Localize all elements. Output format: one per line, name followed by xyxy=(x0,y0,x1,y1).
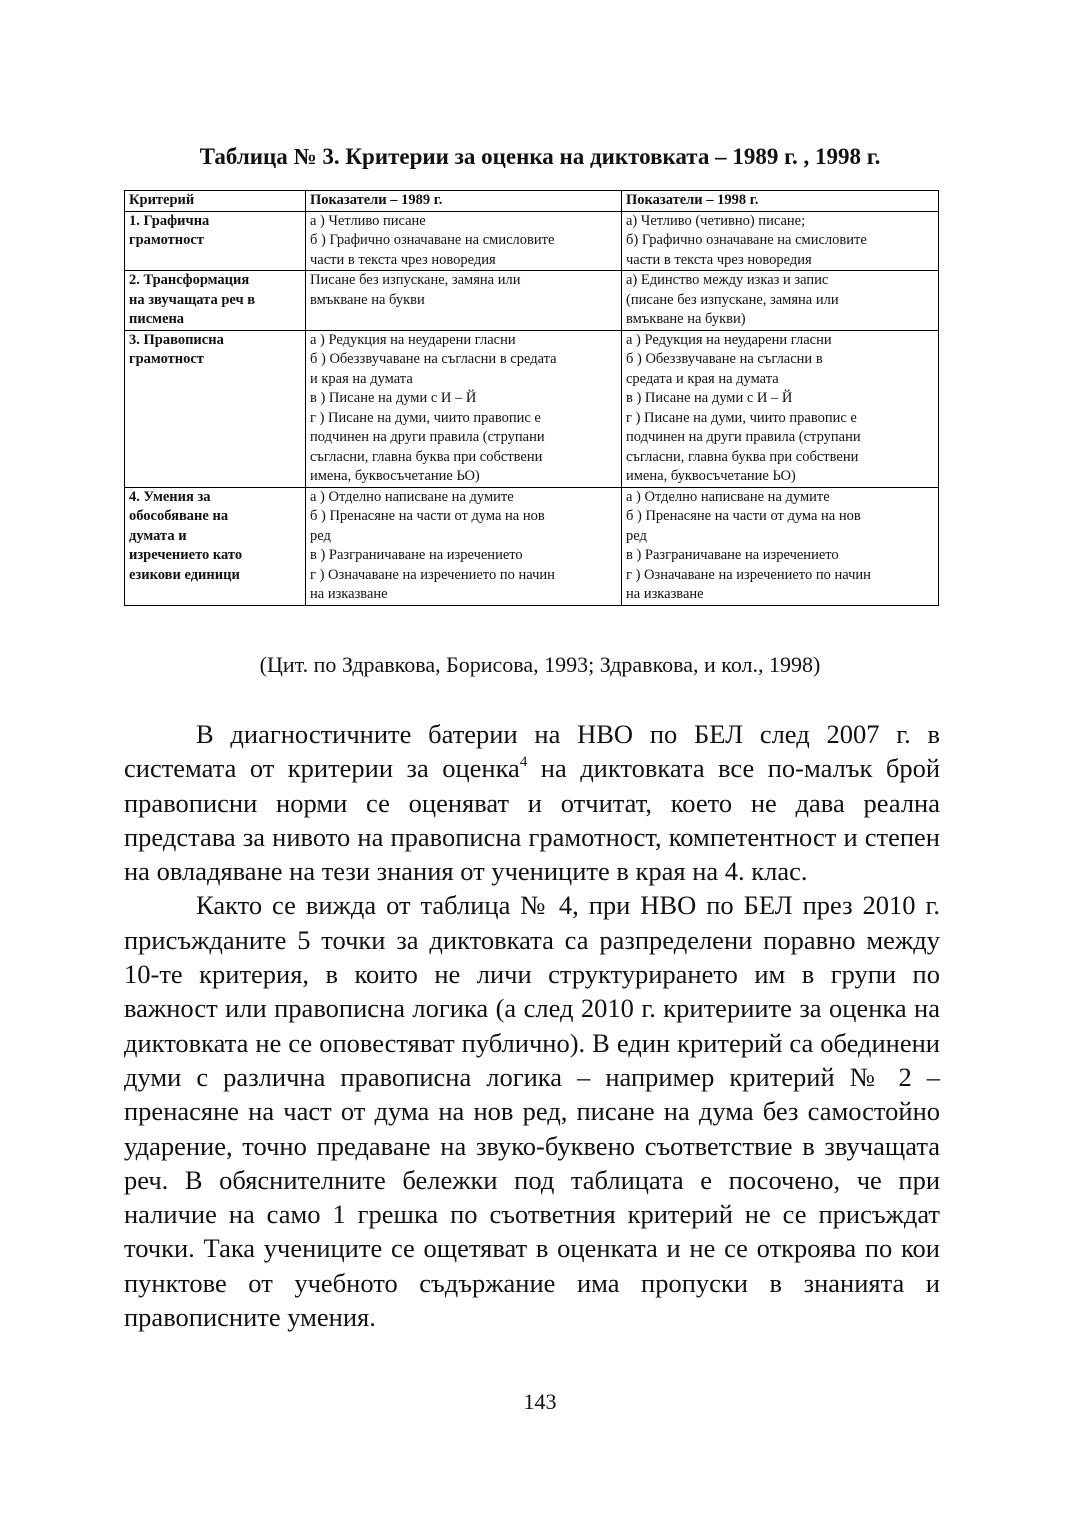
cell-line: подчинен на други правила (струпани xyxy=(626,429,861,445)
table-row xyxy=(125,211,939,271)
indicators-1998-cell xyxy=(622,487,939,605)
cell-line: в ) Писане на думи с И – Й xyxy=(310,390,477,406)
cell-line: б ) Графично означаване на смисловите xyxy=(310,232,555,248)
cell-line: Писане без изпускане, замяна или xyxy=(310,272,521,288)
cell-line: 4. Умения за xyxy=(129,488,211,505)
paragraph-text: Както се вижда от таблица № 4, при НВО по БЕЛ през 2010 г. присъжданите 5 точки за диктовката са разпределени поравно между 10-те критерия, в които не личи структурирането им в групи по важност или правописна логика (а след 2010 г. критериите за оценка на диктовката не се оповестяват публично). В един критерий са обединени думи с различна правописна логика – например критерий № 2 – пренасяне на част от дума на нов ред, писане на дума без самостойно ударение, точно предаване на звуко-буквено съответствие в звучащата реч. В обяснителните бележки под таблицата е посочено, че при наличие на само 1 грешка по съответния критерий не се присъждат точки. Така учениците се ощетяват в оценката и не се откроява по кои пунктове от учебното съдържание има пропуски в знанията и правописните умения. xyxy=(124,890,940,1333)
cell-line: г ) Писане на думи, чиито правопис е xyxy=(310,409,541,426)
cell-line: в ) Писане на думи с И – Й xyxy=(626,390,793,406)
cell-line: езикови единици xyxy=(129,566,240,583)
cell-line: г ) Означаване на изречението по начин xyxy=(626,566,871,583)
cell-line: имена, буквосъчетание ЬО) xyxy=(310,468,480,484)
criterion-cell xyxy=(125,271,306,331)
cell-line: подчинен на други правила (струпани xyxy=(310,429,545,445)
cell-line: съгласни, главна буква при собствени xyxy=(626,448,859,465)
paragraph-text: на диктовката все по-малък брой правописни норми се оценяват и отчитат, което не дава реална представа за нивото на правописна грамотност, компетентност и степен на овладяване на тези знания от учениците в края на 4. клас. xyxy=(124,753,940,887)
paragraph xyxy=(124,888,940,1334)
cell-line: б) Графично означаване на смисловите xyxy=(626,232,867,248)
body-text xyxy=(124,717,940,1334)
criterion-cell xyxy=(125,487,306,605)
table-row xyxy=(125,487,939,605)
table-source-caption: (Цит. по Здравкова, Борисова, 1993; Здравкова, и кол., 1998) xyxy=(259,652,821,677)
table-row xyxy=(125,271,939,331)
cell-line: г ) Означаване на изречението по начин xyxy=(310,566,555,583)
table-row xyxy=(125,330,939,487)
cell-line: а ) Редукция на неударени гласни xyxy=(626,331,832,348)
cell-line: изречението като xyxy=(129,547,243,563)
paragraph xyxy=(124,717,940,888)
cell-line: б ) Пренасяне на части от дума на нов xyxy=(626,508,861,524)
cell-line: грамотност xyxy=(129,351,204,367)
criterion-cell xyxy=(125,330,306,487)
paragraph-text: В диагностичните батерии на НВО по БЕЛ след 2007 г. в системата от критерии за оценка xyxy=(124,719,940,784)
indicators-1989-cell xyxy=(306,330,622,487)
cell-line: писмена xyxy=(129,311,185,327)
header-1989: Показатели – 1989 г. xyxy=(306,191,622,212)
table-title: Таблица № 3. Критерии за оценка на диктовката – 1989 г. , 1998 г. xyxy=(199,144,881,169)
cell-line: обособяване на xyxy=(129,508,229,524)
indicators-1989-cell xyxy=(306,211,622,271)
footnote-ref[interactable]: 4 xyxy=(519,754,528,771)
cell-line: на изказване xyxy=(626,586,704,602)
cell-line: а ) Отделно написване на думите xyxy=(310,488,514,505)
cell-line: (писане без изпускане, замяна или xyxy=(626,291,839,308)
cell-line: на звучащата реч в xyxy=(129,291,256,308)
page-number: 143 xyxy=(523,1389,557,1414)
cell-line: вмъкване на букви) xyxy=(626,311,746,327)
indicators-1998-cell xyxy=(622,211,939,271)
cell-line: а ) Отделно написване на думите xyxy=(626,488,830,505)
cell-line: б ) Пренасяне на части от дума на нов xyxy=(310,508,545,524)
cell-line: и края на думата xyxy=(310,370,413,387)
cell-line: в ) Разграничаване на изречението xyxy=(310,547,523,563)
indicators-1989-cell xyxy=(306,271,622,331)
criterion-cell xyxy=(125,211,306,271)
indicators-1998-cell xyxy=(622,330,939,487)
cell-line: части в текста чрез новоредия xyxy=(310,251,496,268)
cell-line: ред xyxy=(626,527,647,544)
cell-line: имена, буквосъчетание ЬО) xyxy=(626,468,796,484)
cell-line: думата и xyxy=(129,527,187,544)
cell-line: вмъкване на букви xyxy=(310,291,425,308)
indicators-1989-cell xyxy=(306,487,622,605)
indicators-1998-cell xyxy=(622,271,939,331)
cell-line: а ) Редукция на неударени гласни xyxy=(310,331,516,348)
cell-line: 1. Графична xyxy=(129,212,210,229)
cell-line: грамотност xyxy=(129,232,204,248)
cell-line: а ) Четливо писане xyxy=(310,212,426,229)
cell-line: б ) Обеззвучаване на съгласни в xyxy=(626,351,823,367)
header-criterion: Критерий xyxy=(125,191,306,212)
cell-line: средата и края на думата xyxy=(626,370,779,387)
cell-line: б ) Обеззвучаване на съгласни в средата xyxy=(310,351,557,367)
cell-line: ред xyxy=(310,527,331,544)
cell-line: а) Единство между изказ и запис xyxy=(626,272,829,288)
table-header-row xyxy=(125,191,939,212)
cell-line: 2. Трансформация xyxy=(129,272,250,288)
cell-line: части в текста чрез новоредия xyxy=(626,251,812,268)
cell-line: 3. Правописна xyxy=(129,331,224,348)
criteria-table xyxy=(124,190,939,606)
cell-line: а) Четливо (четивно) писане; xyxy=(626,212,806,229)
header-1998: Показатели – 1998 г. xyxy=(622,191,939,212)
cell-line: г ) Писане на думи, чиито правопис е xyxy=(626,409,857,426)
cell-line: съгласни, главна буква при собствени xyxy=(310,448,543,465)
cell-line: в ) Разграничаване на изречението xyxy=(626,547,839,563)
cell-line: на изказване xyxy=(310,586,388,602)
